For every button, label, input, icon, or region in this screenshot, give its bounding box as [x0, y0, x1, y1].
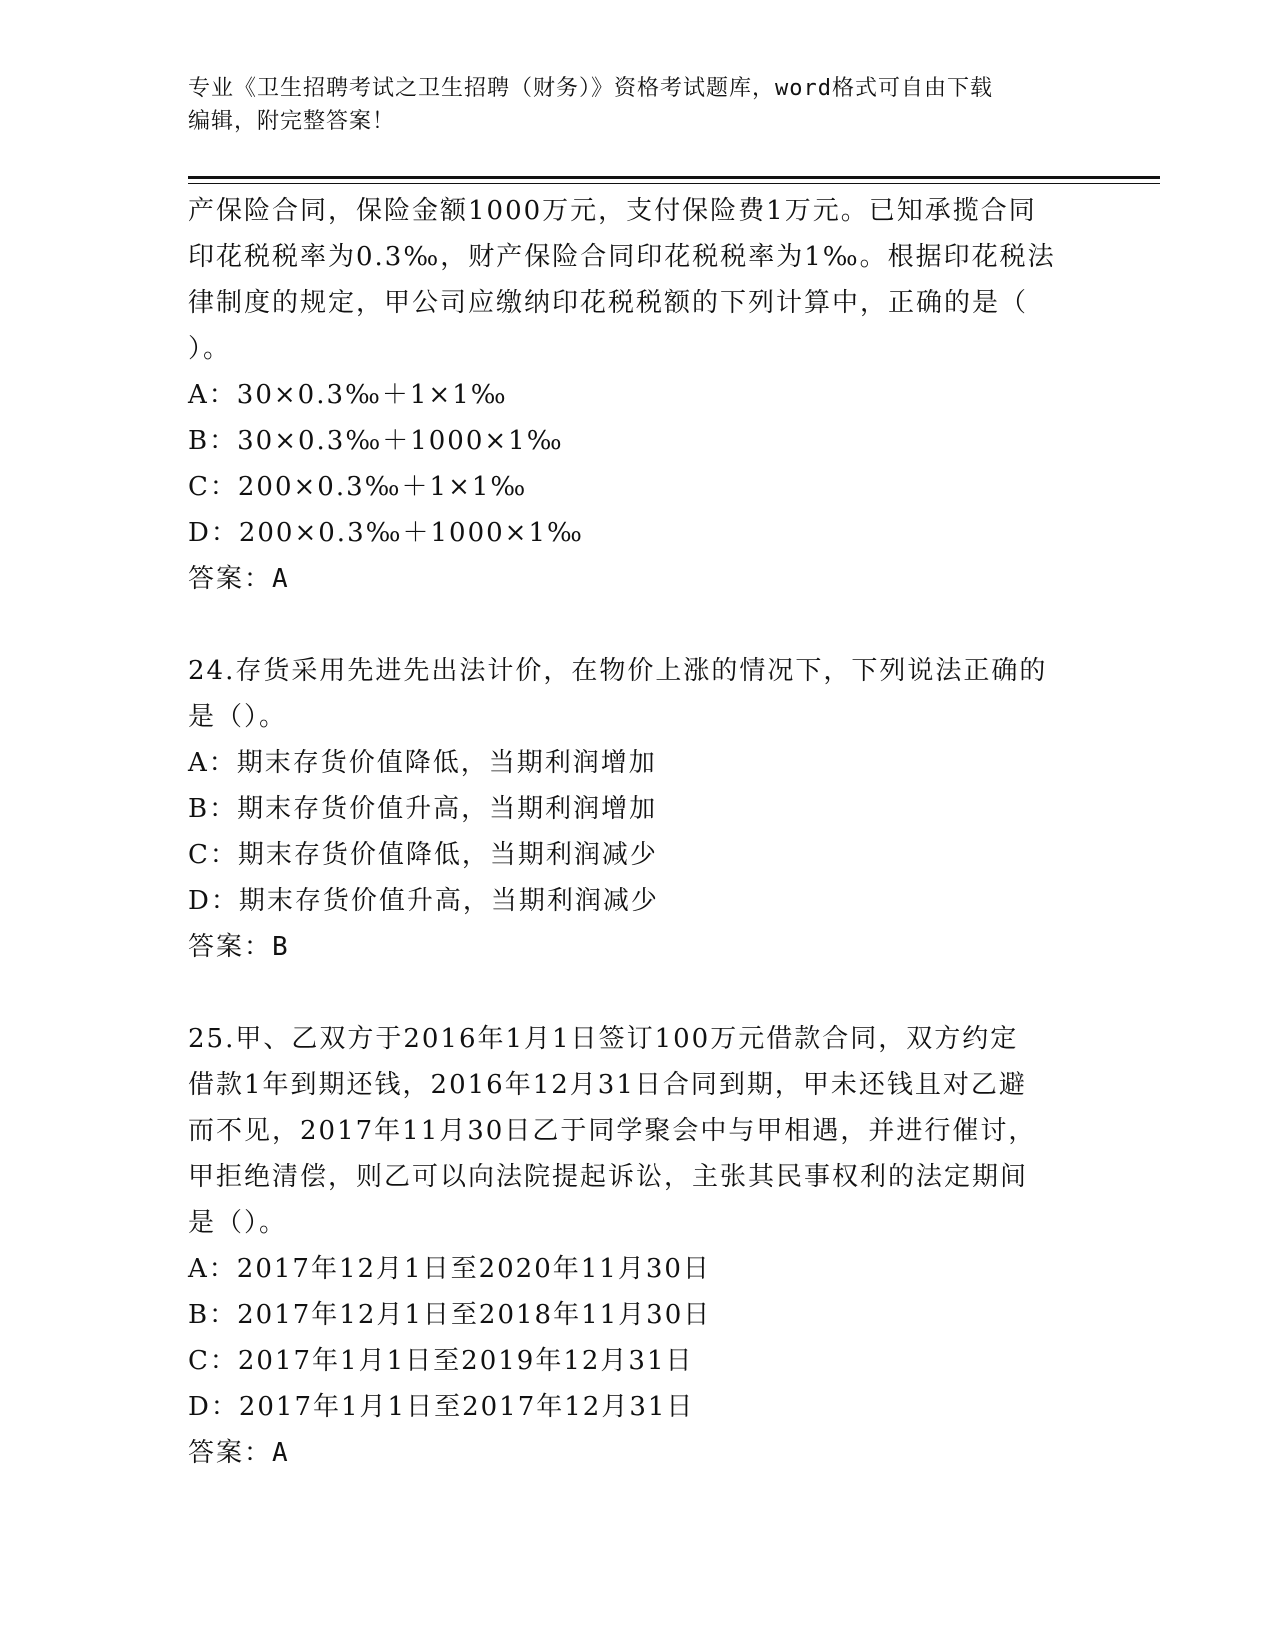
question-stem-line: 印花税税率为0.3‰，财产保险合同印花税税率为1‰。根据印花税法: [188, 242, 1056, 272]
question-stem-line: 是（）。: [188, 702, 288, 732]
page-header: [188, 72, 1088, 138]
header-line-1: 专业《卫生招聘考试之卫生招聘（财务）》资格考试题库，word格式可自由下载: [188, 76, 993, 101]
spacer: [188, 970, 1088, 1016]
header-line-2: 编辑，附完整答案！: [188, 109, 396, 134]
question-25: [188, 1016, 1088, 1476]
answer-label: 答案：A: [188, 1438, 290, 1468]
question-stem-line: ）。: [188, 334, 232, 364]
question-list: [188, 188, 1088, 1476]
option-a: A：2017年12月1日至2020年11月30日: [188, 1254, 711, 1284]
option-a: A：30×0.3‰＋1×1‰: [188, 380, 508, 410]
header-divider-thick: [188, 176, 1160, 179]
option-a: A：期末存货价值降低，当期利润增加: [188, 748, 657, 778]
question-stem-line: 甲拒绝清偿，则乙可以向法院提起诉讼，主张其民事权利的法定期间: [188, 1162, 1029, 1192]
option-c: C：2017年1月1日至2019年12月31日: [188, 1346, 694, 1376]
question-stem-line: 24.存货采用先进先出法计价，在物价上涨的情况下，下列说法正确的: [188, 656, 1048, 686]
option-d: D：200×0.3‰＋1000×1‰: [188, 518, 584, 548]
question-stem-line: 是（）。: [188, 1208, 288, 1238]
question-stem-line: 25.甲、乙双方于2016年1月1日签订100万元借款合同，双方约定: [188, 1024, 1019, 1054]
option-b: B：30×0.3‰＋1000×1‰: [188, 426, 564, 456]
option-d: D：2017年1月1日至2017年12月31日: [188, 1392, 695, 1422]
question-24: [188, 648, 1088, 970]
option-c: C：期末存货价值降低，当期利润减少: [188, 840, 658, 870]
question-stem-line: 借款1年到期还钱，2016年12月31日合同到期，甲未还钱且对乙避: [188, 1070, 1027, 1100]
question-23: [188, 188, 1088, 602]
answer-label: 答案：A: [188, 564, 290, 594]
question-stem-line: 律制度的规定，甲公司应缴纳印花税税额的下列计算中，正确的是（: [188, 288, 1029, 318]
question-stem-line: 而不见，2017年11月30日乙于同学聚会中与甲相遇，并进行催讨，: [188, 1116, 1037, 1146]
option-d: D：期末存货价值升高，当期利润减少: [188, 886, 659, 916]
answer-label: 答案：B: [188, 932, 290, 962]
header-divider-thin: [188, 183, 1160, 184]
question-stem-line: 产保险合同，保险金额1000万元，支付保险费1万元。已知承揽合同: [188, 196, 1037, 226]
option-c: C：200×0.3‰＋1×1‰: [188, 472, 528, 502]
spacer: [188, 602, 1088, 648]
option-b: B：期末存货价值升高，当期利润增加: [188, 794, 658, 824]
option-b: B：2017年12月1日至2018年11月30日: [188, 1300, 712, 1330]
